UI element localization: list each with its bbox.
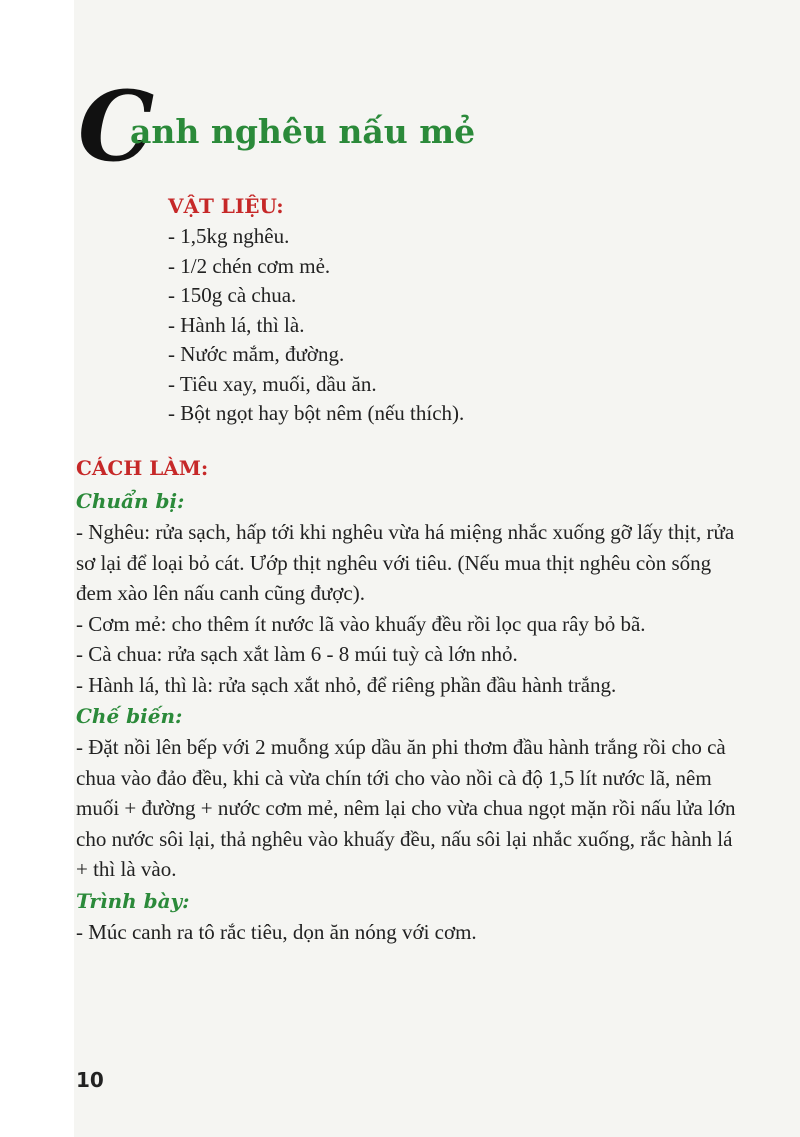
prep-paragraph: - Nghêu: rửa sạch, hấp tới khi nghêu vừa há miệng nhắc xuống gỡ lấy thịt, rửa sơ lại để loại bỏ cát. Ướp thịt nghêu với tiêu. (Nếu mua thịt nghêu còn sống đem xào lên nấu canh cũng được). (76, 520, 735, 605)
serve-paragraph: - Múc canh ra tô rắc tiêu, dọn ăn nóng với cơm. (76, 919, 477, 944)
cook-heading: Chế biến: (76, 704, 183, 728)
prep-paragraph: - Cơm mẻ: cho thêm ít nước lã vào khuấy đều rồi lọc qua rây bỏ bã. (76, 611, 646, 636)
ingredients-list (168, 222, 464, 429)
ingredient-item: - 1/2 chén cơm mẻ. (168, 253, 331, 278)
page-margin-strip (0, 0, 74, 1137)
ingredients-heading: VẬT LIỆU: (168, 194, 284, 218)
cook-paragraph: - Đặt nồi lên bếp với 2 muỗng xúp dầu ăn phi thơm đầu hành trắng rồi cho cà chua vào đảo đều, khi cà vừa chín tới cho vào nồi cà độ 1,5 lít nước lã, nêm muối + đường + nước cơm mẻ, nêm lại cho vừa chua ngọt mặn rồi nấu lửa lớn cho nước sôi lại, thả nghêu vào khuấy đều, nấu sôi lại nhắc xuống, rắc hành lá + thì là vào. (76, 735, 736, 881)
ingredient-item: - 150g cà chua. (168, 283, 297, 307)
method-section (76, 451, 736, 947)
ingredients-section (168, 190, 464, 429)
ingredient-item: - 1,5kg nghêu. (168, 224, 290, 248)
method-heading: CÁCH LÀM: (76, 456, 209, 480)
title-text: anh nghêu nấu mẻ (130, 112, 476, 151)
ingredient-item: - Bột ngọt hay bột nêm (nếu thích). (168, 401, 465, 425)
prep-heading: Chuẩn bị: (76, 489, 185, 513)
serve-heading: Trình bày: (76, 888, 190, 913)
page-number: 10 (76, 1068, 104, 1092)
ingredient-item: - Hành lá, thì là. (168, 312, 305, 337)
prep-paragraph: - Hành lá, thì là: rửa sạch xắt nhỏ, để riêng phần đầu hành trắng. (76, 672, 617, 697)
prep-paragraph: - Cà chua: rửa sạch xắt làm 6 - 8 múi tuỳ cà lớn nhỏ. (76, 642, 518, 666)
ingredient-item: - Nước mắm, đường. (168, 342, 345, 366)
ingredient-item: - Tiêu xay, muối, dầu ăn. (168, 371, 377, 396)
title-drop-cap: C (78, 70, 155, 183)
